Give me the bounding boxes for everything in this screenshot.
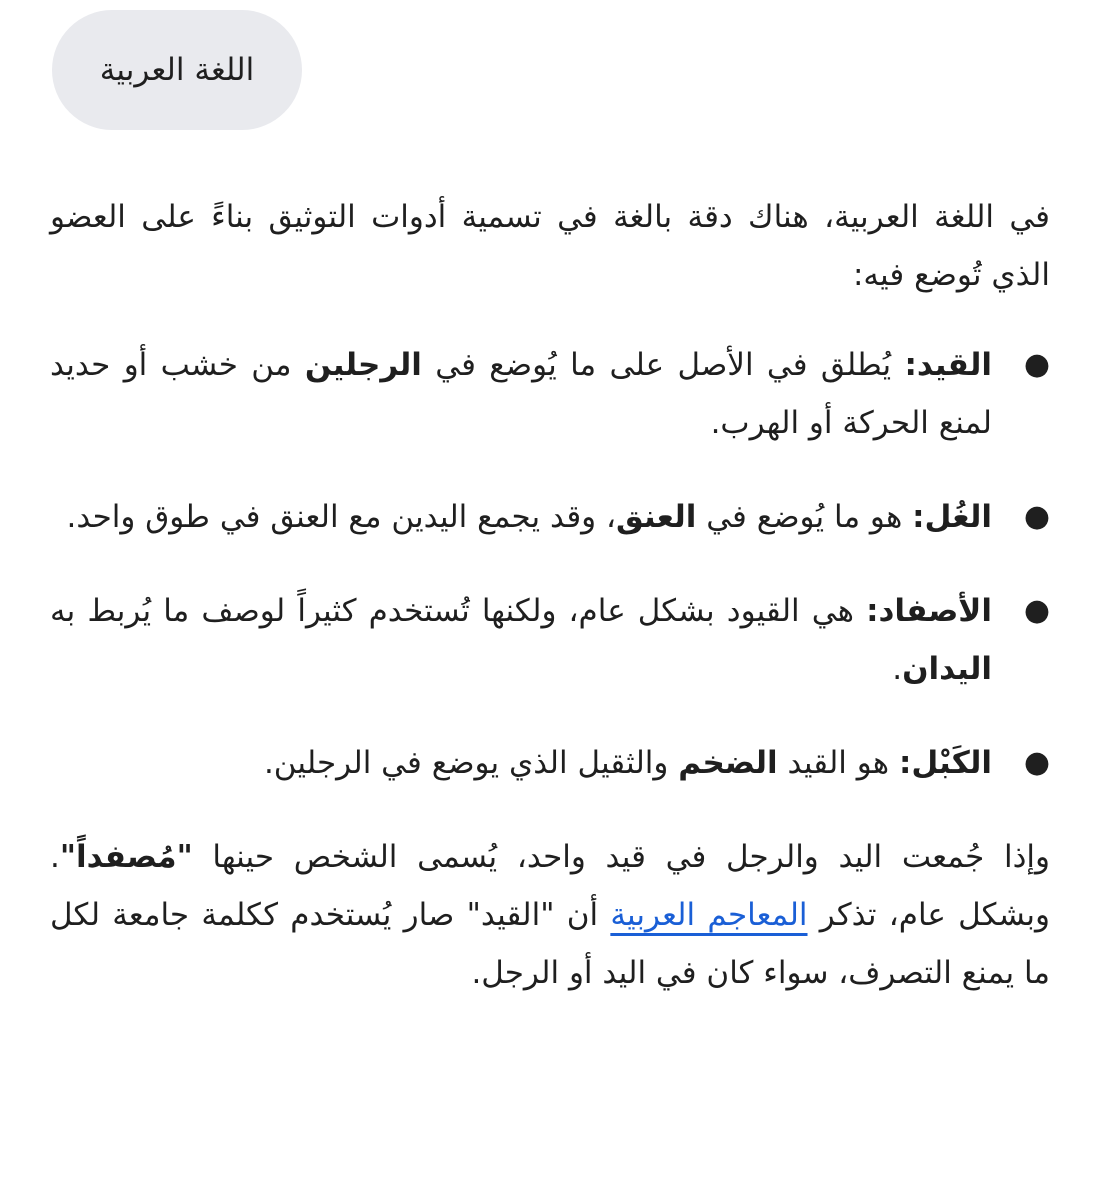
list-item	[50, 734, 1050, 792]
intro-paragraph: في اللغة العربية، هناك دقة بالغة في تسمية أدوات التوثيق بناءً على العضو الذي تُوضع فيه:	[50, 199, 1050, 293]
bullet-icon: ●	[1023, 499, 1050, 534]
term-text: هو ما يُوضع في	[696, 499, 913, 535]
arabic-dictionaries-link[interactable]: المعاجم العربية	[610, 897, 808, 933]
prompt-chip	[52, 10, 302, 130]
term-label: الكَبْل:	[898, 745, 992, 781]
term-label: الأصفاد:	[866, 593, 992, 629]
response-body	[50, 188, 1050, 1002]
conclusion-text: . وبشكل عام، تذكر	[50, 839, 1051, 933]
bullet-icon: ●	[1023, 593, 1050, 628]
conclusion-text: أن "القيد" صار يُستخدم ككلمة جامعة لكل ما يمنع التصرف، سواء كان في اليد أو الرجل.	[50, 897, 1050, 991]
term-text: من خشب أو حديد لمنع الحركة أو الهرب.	[50, 347, 992, 441]
term-label: الغُل:	[912, 499, 992, 535]
term-text: هي القيود بشكل عام، ولكنها تُستخدم كثيراً لوصف ما يُربط به	[50, 593, 867, 629]
term-text: والثقيل الذي يوضع في الرجلين.	[263, 745, 679, 781]
list-item	[50, 582, 1050, 698]
list-item	[50, 336, 1050, 452]
conclusion-paragraph	[50, 828, 1050, 1002]
conclusion-emphasis: "مُصفداً"	[59, 839, 193, 875]
term-emphasis: العنق	[615, 499, 697, 535]
term-emphasis: الرجلين	[304, 347, 422, 383]
list-item	[50, 488, 1050, 546]
term-text: .	[892, 651, 903, 687]
term-emphasis: الضخم	[678, 745, 778, 781]
prompt-chip-label: اللغة العربية	[99, 52, 255, 88]
conclusion-text: وإذا جُمعت اليد والرجل في قيد واحد، يُسمى الشخص حينها	[192, 839, 1050, 875]
term-label: القيد:	[904, 347, 993, 383]
term-emphasis: اليدان	[902, 651, 992, 687]
terms-list	[50, 336, 1050, 792]
bullet-icon: ●	[1023, 347, 1050, 382]
term-text: هو القيد	[777, 745, 899, 781]
term-text: يُطلق في الأصل على ما يُوضع في	[421, 347, 905, 383]
bullet-icon: ●	[1023, 745, 1050, 780]
term-text: ، وقد يجمع اليدين مع العنق في طوق واحد.	[66, 499, 616, 535]
